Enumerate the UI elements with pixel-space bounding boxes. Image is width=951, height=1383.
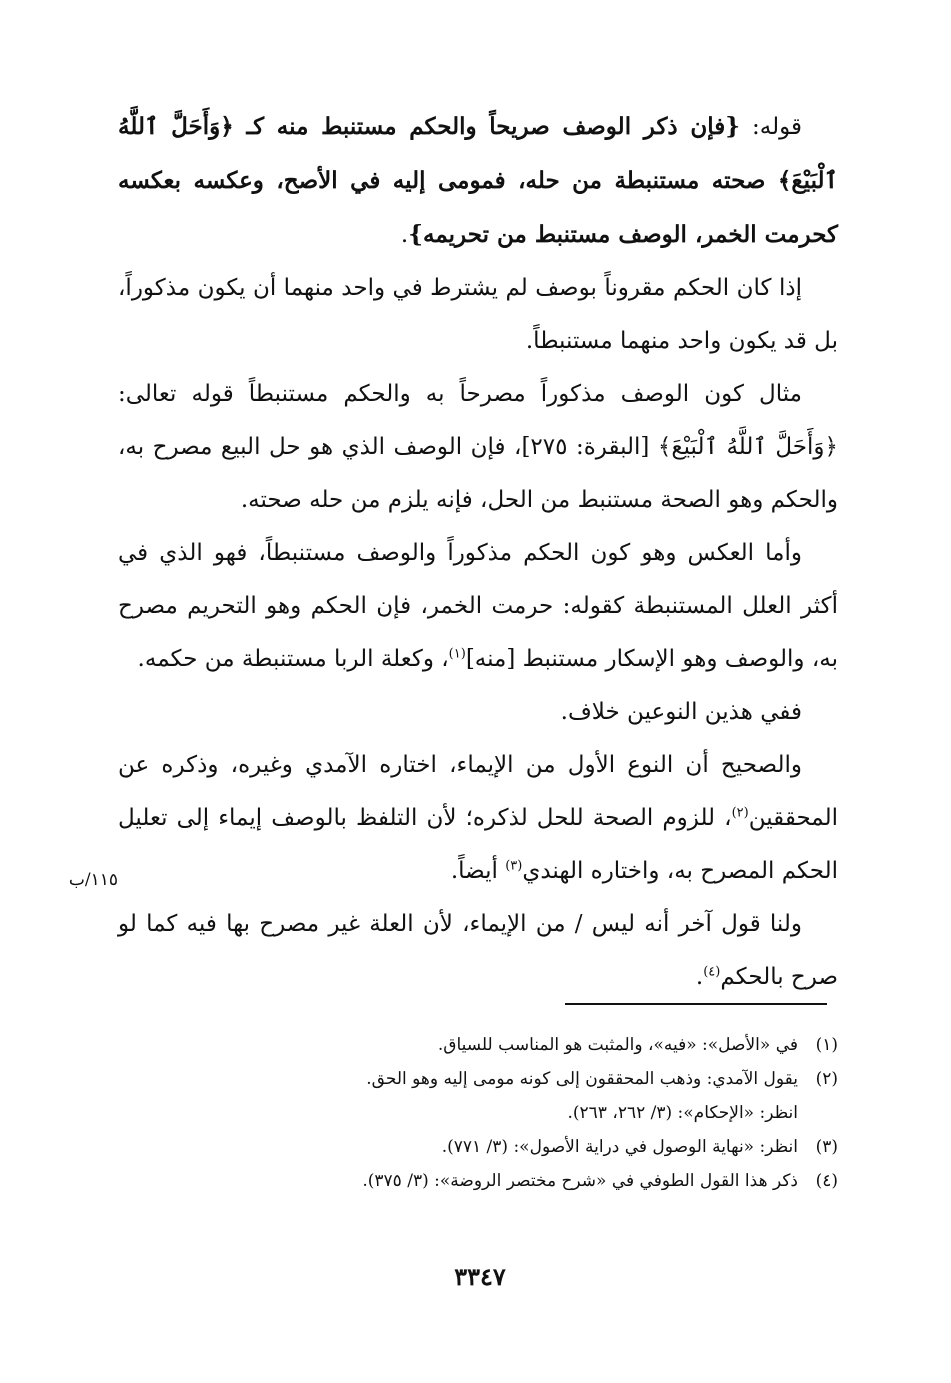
- footnote-2-continuation: انظر: «الإحكام»: (٣/ ٢٦٢، ٢٦٣).: [567, 1103, 798, 1123]
- paragraph-1: [118, 100, 838, 262]
- footnote-divider: [565, 1003, 827, 1005]
- footnote-number: (١): [815, 1035, 838, 1055]
- paragraph-1-lead: قوله:: [740, 114, 802, 140]
- footnote-text: في «الأصل»: «فيه»، والمثبت هو المناسب للسياق.: [437, 1035, 798, 1055]
- footnote-2: [200, 1062, 838, 1096]
- footnotes: [200, 1028, 838, 1198]
- paragraph-7-text-b: .: [695, 964, 704, 990]
- footnote-ref-1: (١): [448, 646, 466, 662]
- footnote-ref-2: (٢): [731, 805, 749, 821]
- paragraph-7-text-a: ولنا قول آخر أنه ليس / من الإيماء، لأن العلة غير مصرح بها فيه كما لو صرح بالحكم: [118, 911, 838, 990]
- footnote-number: (٣): [815, 1137, 838, 1157]
- footnote-ref-3: (٣): [505, 858, 523, 874]
- footnote-text: يقول الآمدي: وذهب المحققون إلى كونه مومى إليه وهو الحق.: [366, 1069, 798, 1089]
- paragraph-6-text-c: أيضاً.: [450, 858, 506, 884]
- footnote-text: ذكر هذا القول الطوفي في «شرح مختصر الروضة»: (٣/ ٣٧٥).: [362, 1171, 798, 1191]
- paragraph-6-text-b: ، للزوم الصحة للحل لذكره؛ لأن التلفظ بالوصف إيماء إلى تعليل الحكم المصرح به، واختاره الهندي: [118, 805, 838, 884]
- footnote-number: (٤): [815, 1171, 838, 1191]
- paragraph-4-text-b: ، وكعلة الربا مستنبطة من حكمه.: [137, 646, 449, 672]
- paragraph-6-text-a: والصحيح أن النوع الأول من الإيماء، اختاره الآمدي وغيره، وذكره عن المحققين: [118, 752, 838, 831]
- paragraph-4: [118, 527, 838, 686]
- footnote-number: (٢): [815, 1069, 838, 1089]
- footnote-3: [200, 1130, 838, 1164]
- main-text: [118, 100, 838, 1004]
- footnote-1: [200, 1028, 838, 1062]
- manuscript-folio-marker: ١١٥/ب: [68, 870, 118, 890]
- paragraph-2: إذا كان الحكم مقروناً بوصف لم يشترط في واحد منهما أن يكون مذكوراً، بل قد يكون واحد منهما مستنبطاً.: [118, 275, 838, 354]
- paragraph-7: [118, 898, 838, 1004]
- footnote-4: [200, 1164, 838, 1198]
- paragraph-6: [118, 739, 838, 898]
- quoted-matn: {فإن ذكر الوصف صريحاً والحكم مستنبط منه كـ ﴿وَأَحَلَّ ٱللَّهُ ٱلْبَيْعَ﴾ صحته مستنبطة من حله، فمومى إليه في الأصح، وعكسه بعكسه كحرمت الخمر، الوصف مستنبط من تحريمه}: [118, 113, 838, 248]
- paragraph-3: مثال كون الوصف مذكوراً مصرحاً به والحكم مستنبطاً قوله تعالى: ﴿وَأَحَلَّ ٱللَّهُ ٱلْبَيْعَ﴾ [البقرة: ٢٧٥]، فإن الوصف الذي هو حل البيع مصرح به، والحكم وهو الصحة مستنبط من الحل، فإنه يلزم من حله صحته.: [118, 381, 838, 513]
- paragraph-4-text-a: وأما العكس وهو كون الحكم مذكوراً والوصف مستنبطاً، فهو الذي في أكثر العلل المستنبطة كقوله: حرمت الخمر، فإن الحكم وهو التحريم مصرح به، والوصف وهو الإسكار مستنبط [منه]: [118, 540, 838, 672]
- paragraph-5: ففي هذين النوعين خلاف.: [560, 699, 802, 725]
- footnote-text: انظر: «نهاية الوصول في دراية الأصول»: (٣/ ٧٧١).: [441, 1137, 798, 1157]
- paragraph-1-tail: .: [400, 222, 409, 248]
- footnote-ref-4: (٤): [703, 964, 721, 980]
- page-number: ٣٣٤٧: [454, 1262, 506, 1291]
